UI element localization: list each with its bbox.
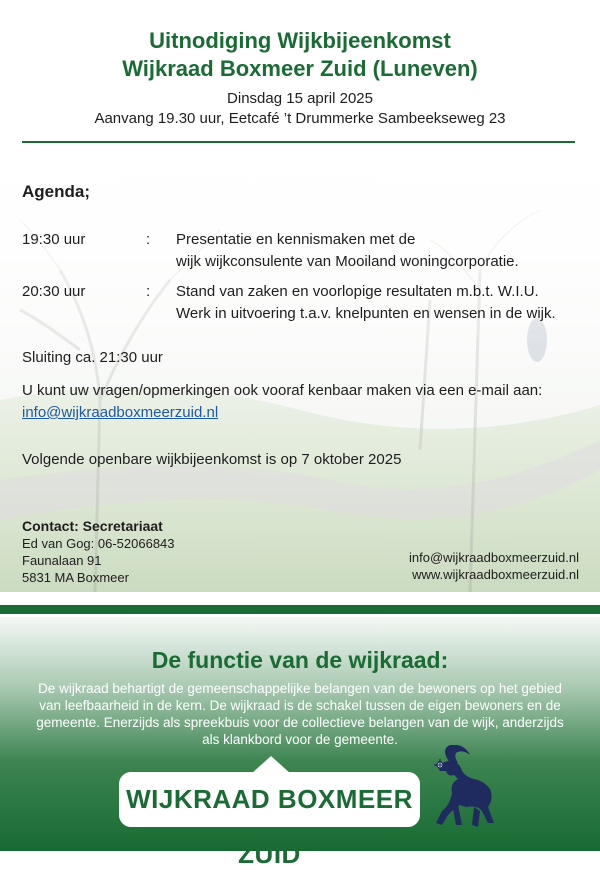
contact-email: info@wijkraadboxmeerzuid.nl bbox=[409, 550, 579, 565]
logo-text: WIJKRAAD BOXMEER ZUID bbox=[126, 784, 413, 869]
goat-icon bbox=[428, 745, 498, 829]
contact-street: Faunalaan 91 bbox=[22, 553, 102, 568]
contact-website: www.wijkraadboxmeerzuid.nl bbox=[412, 567, 579, 582]
email-link[interactable]: info@wijkraadboxmeerzuid.nl bbox=[22, 404, 219, 421]
contact-heading: Contact: Secretariaat bbox=[22, 518, 163, 534]
agenda-item-line: Stand van zaken en voorlopige resultaten m.b.t. W.I.U. bbox=[176, 283, 539, 300]
agenda-item-description bbox=[176, 229, 586, 273]
contact-city: 5831 MA Boxmeer bbox=[22, 570, 129, 585]
title-line-1: Uitnodiging Wijkbijeenkomst bbox=[149, 28, 451, 53]
function-section bbox=[0, 617, 600, 869]
title-line-2: Wijkraad Boxmeer Zuid (Luneven) bbox=[122, 56, 478, 81]
function-heading: De functie van de wijkraad: bbox=[151, 647, 449, 673]
function-text: De wijkraad behartigt de gemeenschappelijke belangen van de bewoners op het gebied van leefbaarheid in de kern. De wijkraad is de schakel tussen de eigen bewoners en de gemeente. Enerzijds als spreekbuis voor de collectieve belangen van de wijk, anderzijds als klankbord voor de gemeente. bbox=[36, 681, 564, 747]
logo-badge bbox=[119, 772, 420, 869]
agenda-item-description bbox=[176, 281, 586, 325]
meeting-venue: Aanvang 19.30 uur, Eetcafé ’t Drummerke Sambeekseweg 23 bbox=[94, 110, 506, 127]
contact-online bbox=[409, 549, 579, 583]
section-divider-band bbox=[0, 605, 600, 614]
agenda-item-separator: : bbox=[146, 231, 151, 248]
agenda-heading: Agenda; bbox=[22, 182, 90, 201]
next-meeting-note: Volgende openbare wijkbijeenkomst is op 7 oktober 2025 bbox=[22, 451, 402, 468]
contact-block bbox=[22, 518, 175, 586]
agenda-item-line: wijk wijkconsulente van Mooiland woningcorporatie. bbox=[176, 253, 519, 270]
invitation-header bbox=[0, 0, 600, 129]
agenda-item-line: Presentatie en kennismaken met de bbox=[176, 231, 416, 248]
questions-note: U kunt uw vragen/opmerkingen ook vooraf kenbaar maken via een e-mail aan: bbox=[22, 382, 543, 399]
agenda-item-time: 19:30 uur bbox=[22, 231, 86, 248]
closing-time: Sluiting ca. 21:30 uur bbox=[22, 349, 163, 366]
meeting-date: Dinsdag 15 april 2025 bbox=[227, 90, 373, 107]
agenda-item-separator: : bbox=[146, 283, 151, 300]
email-link-line bbox=[22, 402, 592, 424]
contact-name-phone: Ed van Gog: 06-52066843 bbox=[22, 536, 175, 551]
header-divider bbox=[22, 141, 575, 143]
agenda-item-line: Werk in uitvoering t.a.v. knelpunten en wensen in de wijk. bbox=[176, 305, 556, 322]
agenda-item-time: 20:30 uur bbox=[22, 283, 86, 300]
